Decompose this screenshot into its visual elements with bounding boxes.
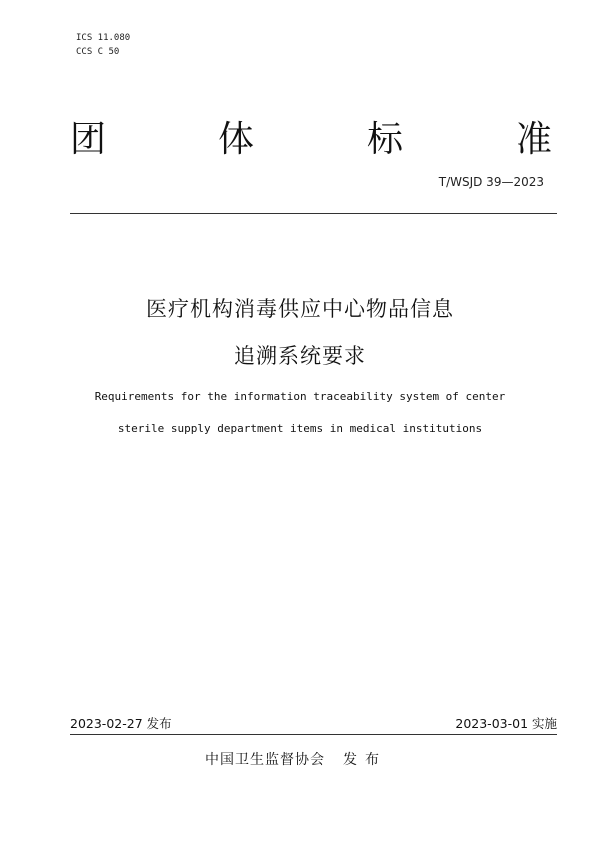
- issue-verb: 发布: [343, 752, 387, 768]
- standard-type-char: 团: [70, 119, 107, 160]
- issue-date: 2023-02-27 发布: [70, 716, 172, 731]
- issuer-line: [205, 750, 387, 770]
- ccs-code: CCS C 50: [76, 47, 120, 57]
- standard-type-heading: [70, 112, 556, 168]
- top-divider: [70, 213, 557, 214]
- chinese-title-line-2: 追溯系统要求: [234, 344, 366, 368]
- english-title-line-2: sterile supply department items in medical institutions: [117, 422, 483, 435]
- english-title-line-1: Requirements for the information traceability system of center: [94, 390, 506, 403]
- standard-number: T/WSJD 39—2023: [438, 175, 544, 189]
- standard-type-char: 标: [367, 119, 404, 160]
- standard-type-char: 准: [516, 119, 553, 160]
- ics-code: ICS 11.080: [76, 33, 131, 43]
- classification-codes: [76, 31, 130, 59]
- standard-type-char: 体: [218, 119, 255, 160]
- issuing-organization: 中国卫生监督协会: [205, 752, 325, 768]
- implementation-date: 2023-03-01 实施: [455, 716, 557, 731]
- bottom-divider: [70, 734, 557, 735]
- chinese-title-line-1: 医疗机构消毒供应中心物品信息: [146, 297, 454, 321]
